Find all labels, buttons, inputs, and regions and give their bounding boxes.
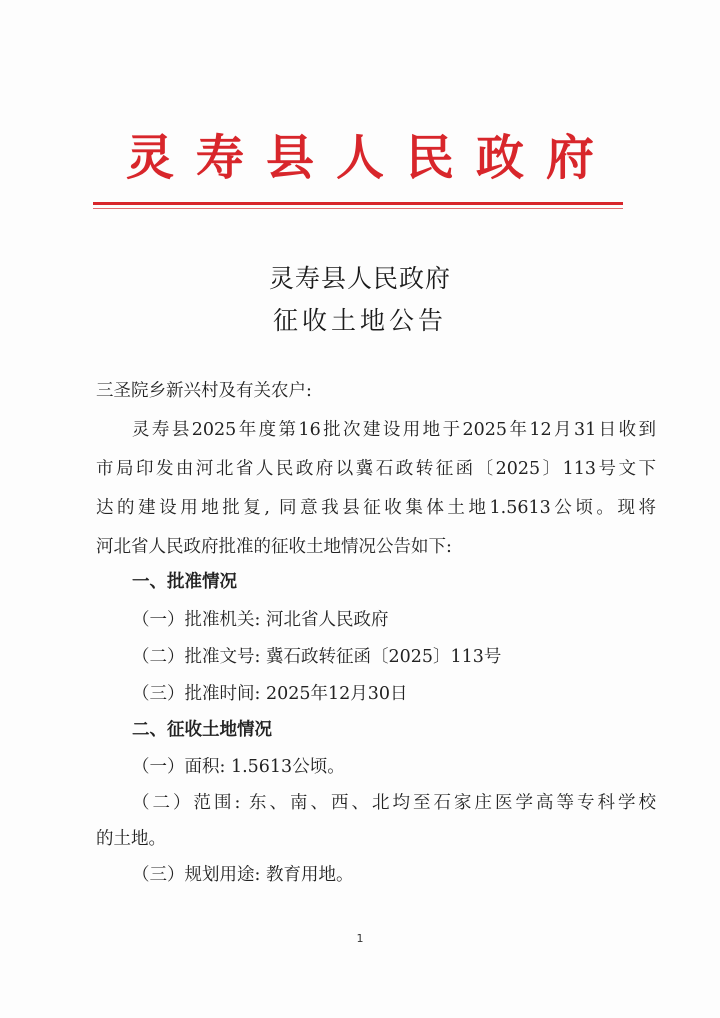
body-paragraph-line2: 市局印发由河北省人民政府以冀石政转征函〔2025〕113号文下 (96, 459, 656, 479)
body-paragraph-line3: 达的建设用地批复, 同意我县征收集体土地1.5613公顷。现将 (96, 498, 656, 518)
section1-item2: （二）批准文号: 冀石政转征函〔2025〕113号 (132, 647, 502, 667)
section2-item1: （一）面积: 1.5613公顷。 (132, 757, 345, 777)
section1-item1: （一）批准机关: 河北省人民政府 (132, 610, 389, 630)
salutation: 三圣院乡新兴村及有关农户: (96, 381, 312, 401)
section2-heading: 二、征收土地情况 (132, 720, 272, 740)
body-paragraph-line4: 河北省人民政府批准的征收土地情况公告如下: (96, 537, 452, 557)
section2-item2-line1: （二）范围: 东、南、西、北均至石家庄医学高等专科学校 (132, 793, 656, 813)
notice-title-line2: 征收土地公告 (272, 306, 447, 335)
section1-item3: （三）批准时间: 2025年12月30日 (132, 684, 408, 704)
section2-item3: （三）规划用途: 教育用地。 (132, 865, 354, 885)
section2-item2-line2: 的土地。 (96, 829, 166, 849)
red-divider-line (93, 202, 623, 205)
body-paragraph-line1: 灵寿县2025年度第16批次建设用地于2025年12月31日收到 (132, 420, 656, 440)
section1-heading: 一、批准情况 (132, 572, 237, 592)
red-divider-line-thin (93, 208, 623, 209)
notice-title-line1: 灵寿县人民政府 (268, 264, 451, 293)
page-number: 1 (356, 932, 364, 945)
masthead-title: 灵寿县人民政府 (125, 130, 616, 186)
